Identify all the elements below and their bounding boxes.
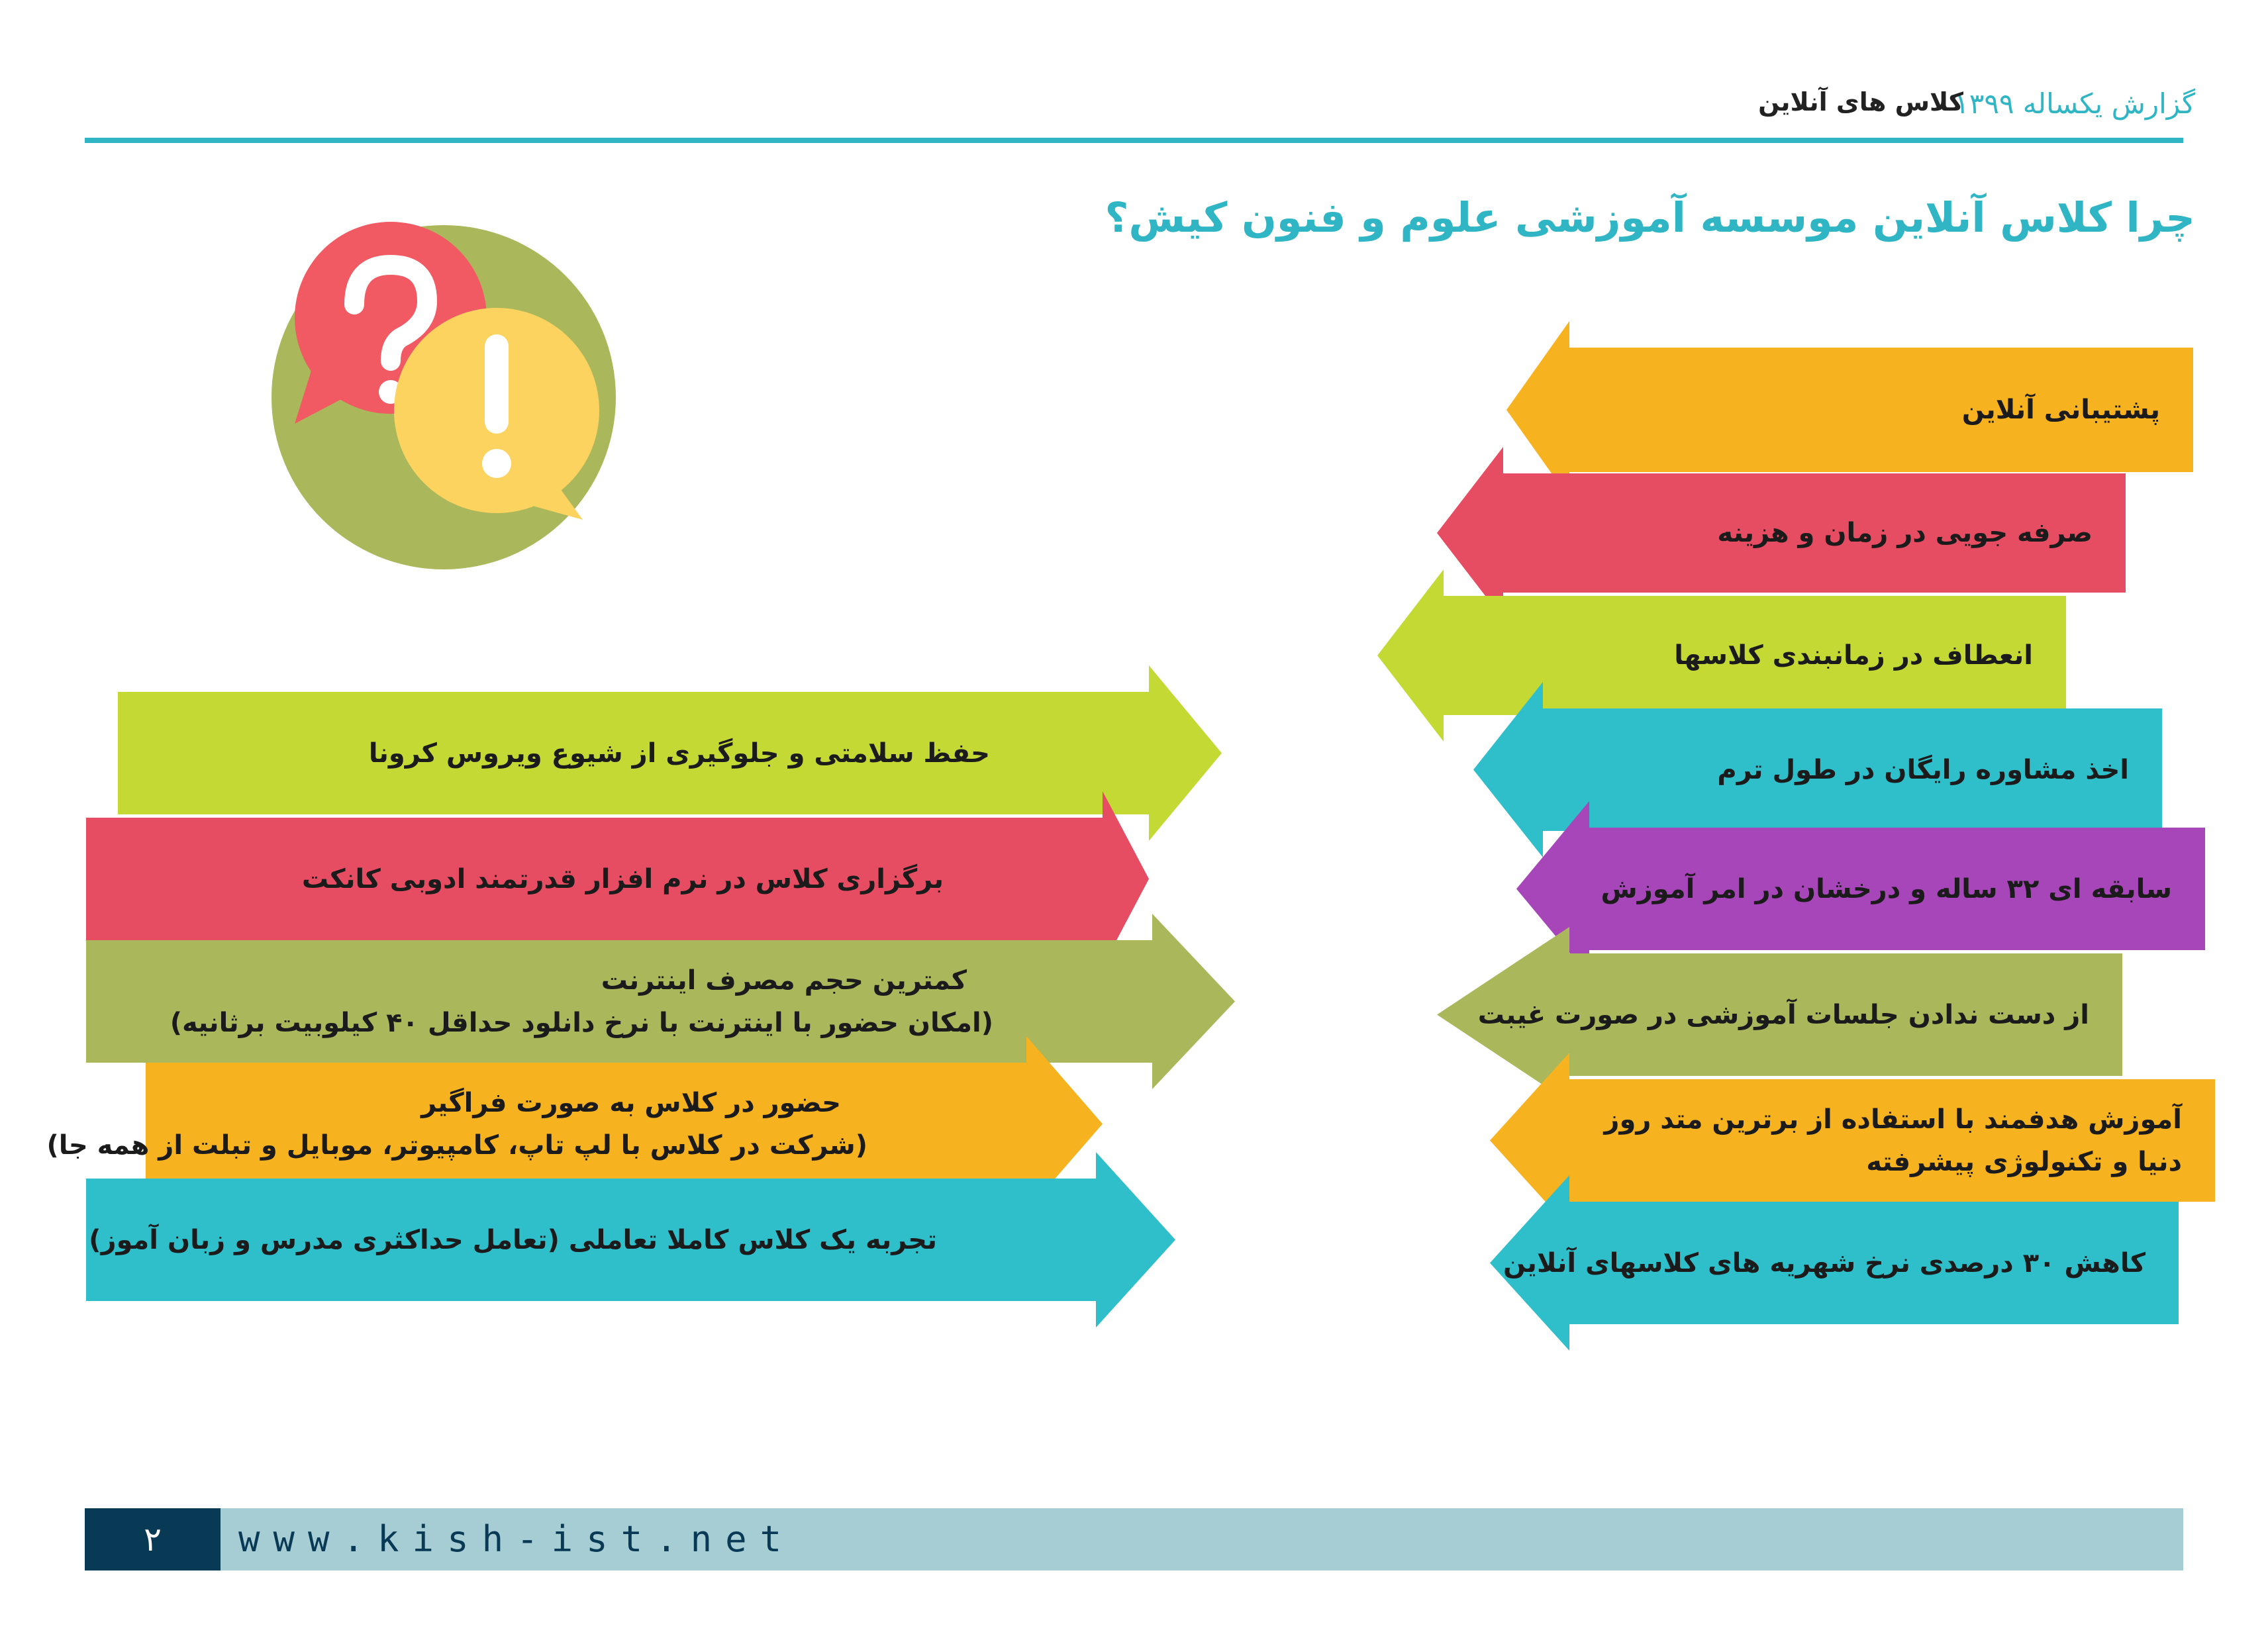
page-number: ۲: [85, 1508, 221, 1570]
left-arrow-label: (امکان حضور با اینترنت با نرخ دانلود حداقل ۴۰ کیلوبیت برثانیه): [170, 1007, 993, 1038]
right-arrow-label: سابقه ای ۳۲ ساله و درخشان در امر آموزش: [1601, 873, 2172, 904]
right-arrow-label: صرفه جویی در زمان و هزینه: [1717, 518, 2093, 548]
right-arrow-label: آموزش هدفمند با استفاده از برترین متد روز: [1604, 1104, 2182, 1135]
left-arrow-label: حفظ سلامتی و جلوگیری از شیوع ویروس کرونا: [368, 738, 990, 769]
right-arrow-label: پشتیبانی آنلاین: [1961, 395, 2160, 425]
section-label: کلاس های آنلاین: [1758, 87, 1963, 117]
left-arrow-label: کمترین حجم مصرف اینترنت: [601, 965, 967, 996]
right-arrow-label: اخذ مشاوره رایگان در طول ترم: [1717, 754, 2129, 785]
right-arrow-label: دنیا و تکنولوژی پیشرفته: [1866, 1146, 2182, 1177]
left-arrow-label: (شرکت در کلاس با لپ تاپ، کامپیوتر، موبایل و تبلت از همه جا): [46, 1130, 867, 1161]
left-arrow-label: برگزاری کلاس در نرم افزار قدرتمند ادوبی کانکت: [301, 863, 944, 894]
page-title: چرا کلاس آنلاین موسسه آموزشی علوم و فنون کیش؟: [1105, 193, 2195, 242]
right-arrow-label: انعطاف در زمانبندی کلاسها: [1674, 640, 2033, 671]
right-arrow-label: کاهش ۳۰ درصدی نرخ شهریه های کلاسهای آنلاین: [1503, 1247, 2145, 1279]
website-url[interactable]: www.kish-ist.net: [238, 1518, 795, 1560]
report-label: گزارش یکساله ۱۳۹۹: [1954, 87, 2195, 120]
left-arrow-label: حضور در کلاس به صورت فراگیر: [421, 1087, 841, 1118]
left-arrow-label: تجربه یک کلاس کاملا تعاملی (تعامل حداکثری مدرس و زبان آموز): [89, 1224, 937, 1255]
right-arrow-label: از دست ندادن جلسات آموزشی در صورت غیبت: [1477, 999, 2089, 1030]
